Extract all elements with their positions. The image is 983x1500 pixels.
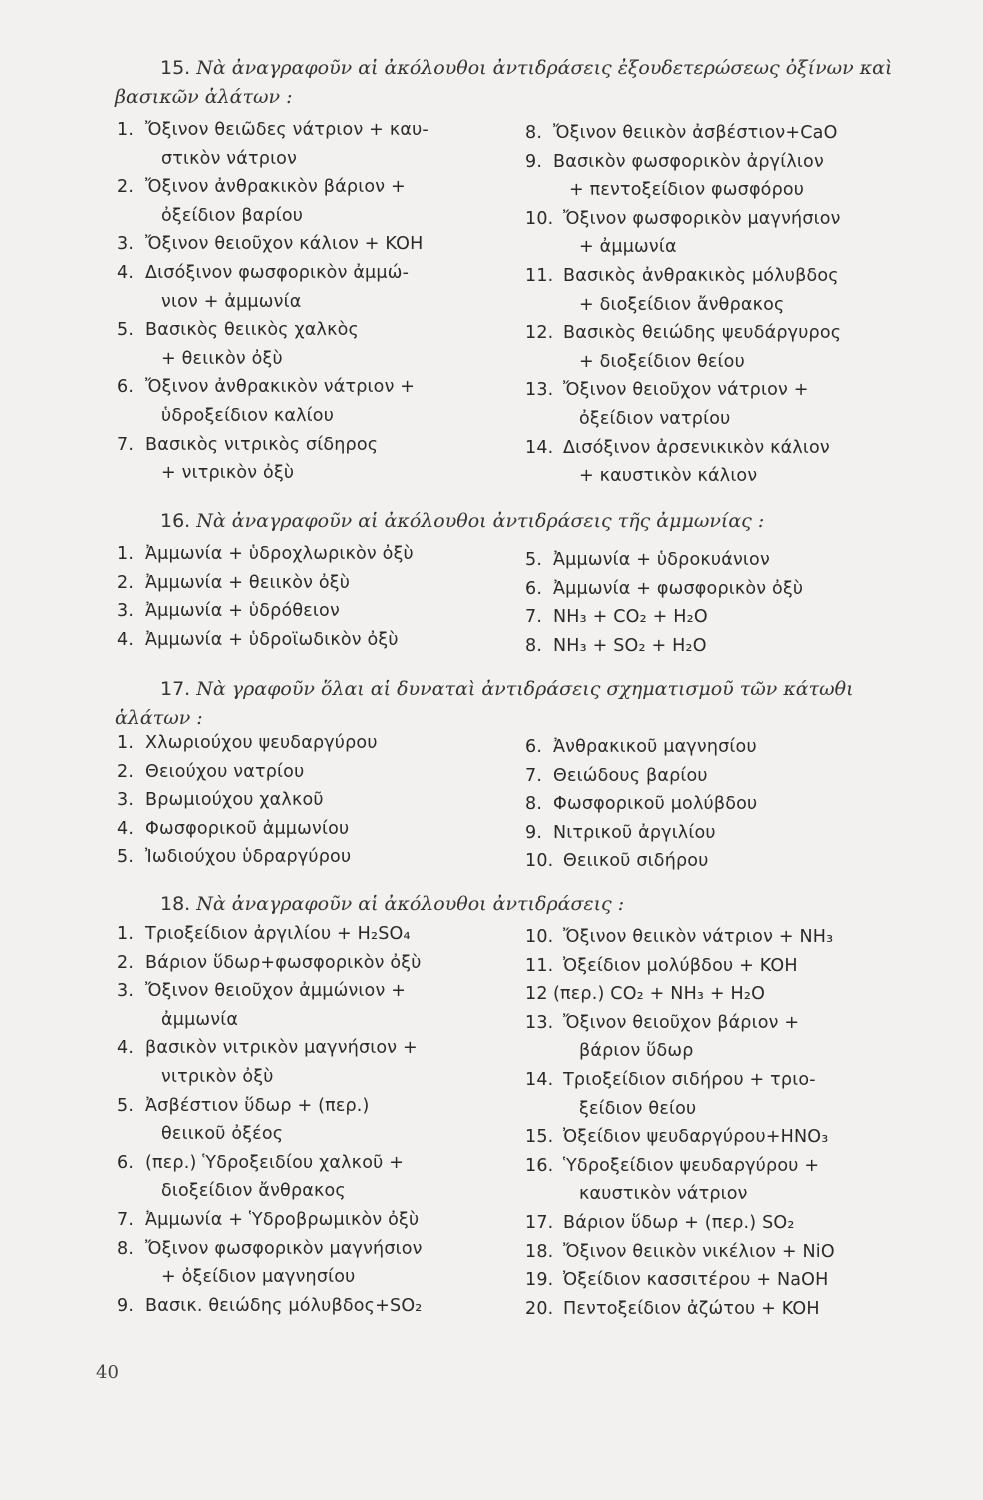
exercise-list-left [117, 729, 492, 872]
exercise-item [525, 546, 915, 575]
exercise-item [525, 733, 915, 762]
exercise-text-line: + πεντοξείδιον φωσφόρου [569, 180, 805, 201]
exercise-item [117, 230, 492, 259]
exercise-item [525, 1123, 915, 1152]
exercise-number: 4. [117, 629, 135, 650]
exercise-item [117, 815, 492, 844]
exercise-text-line: Θειούχου νατρίου [145, 761, 305, 782]
exercise-list-left [117, 116, 492, 488]
exercise-text-line: Ὄξινον θειῶδες νάτριον + καυ- [145, 120, 429, 140]
exercise-number: 1. [117, 544, 135, 564]
exercise-item [525, 762, 915, 791]
exercise-number: 3. [117, 234, 135, 255]
exercise-list-right [525, 546, 915, 660]
exercise-text-line: Ὄξινον ἀνθρακικὸν βάριον + [145, 177, 406, 198]
exercise-number: 9. [525, 151, 543, 172]
section-heading [115, 54, 905, 112]
exercise-text-line: + ἀμμωνία [579, 237, 677, 258]
exercise-text-line: Ὄξινον θειοῦχον ἀμμώνιον + [145, 981, 407, 1002]
exercise-text-line: ὀξείδιον νατρίου [579, 408, 731, 429]
exercise-number: 11. [525, 955, 554, 976]
exercise-item [525, 1066, 915, 1123]
exercise-number: 12 [525, 984, 548, 1005]
exercise-text-line: Ἀνθρακικοῦ μαγνησίου [553, 737, 757, 757]
exercise-number: 2. [117, 177, 135, 198]
exercise-item [525, 262, 915, 319]
exercise-item [117, 431, 492, 488]
exercise-number: 8. [117, 1238, 135, 1259]
exercise-number: 3. [117, 601, 135, 622]
exercise-text-line: Ὄξινον θειικὸν νάτριον + NH₃ [563, 927, 834, 947]
exercise-item [117, 569, 492, 598]
exercise-item [525, 1295, 915, 1324]
exercise-text-line: Βρωμιούχου χαλκοῦ [145, 790, 324, 811]
exercise-text-line: Δισόξινον ἀρσενικικὸν κάλιον [563, 437, 830, 458]
exercise-text-line: Τριοξείδιον σιδήρου + τριο- [563, 1069, 816, 1090]
exercise-list-right [525, 923, 915, 1323]
exercise-text-line: + καυστικὸν κάλιον [579, 466, 758, 487]
exercise-text-line: Ἀσβέστιον ὕδωρ + (περ.) [145, 1095, 370, 1116]
exercise-item [117, 1149, 492, 1206]
exercise-number: 20. [525, 1298, 554, 1319]
exercise-item [525, 434, 915, 491]
exercise-text-line: Ὄξινον φωσφορικὸν μαγνήσιον [563, 208, 841, 229]
exercise-text-line: Βασικ. θειώδης μόλυβδος+SO₂ [145, 1295, 423, 1316]
exercise-number: 5. [117, 847, 135, 868]
section-heading [115, 507, 905, 536]
exercise-text-line: Βασικὸς θειώδης ψευδάργυρος [563, 323, 842, 344]
exercise-number: 15. [525, 1127, 554, 1148]
exercise-text-line: ξείδιον θείου [579, 1098, 697, 1119]
exercise-text-line: + διοξείδιον θείου [579, 351, 745, 372]
exercise-text-line: Βασικὸς νιτρικὸς σίδηρος [145, 434, 379, 455]
exercise-text-line: Ἀμμωνία + ὑδροϊωδικὸν ὀξὺ [145, 629, 399, 650]
exercise-text-line: Βασικὸς θειικὸς χαλκὸς [145, 320, 359, 341]
exercise-item [117, 1235, 492, 1292]
exercise-number: 5. [117, 320, 135, 341]
exercise-item [117, 920, 492, 949]
exercise-number: 11. [525, 265, 554, 286]
exercise-text-line: Νιτρικοῦ ἀργιλίου [553, 822, 716, 843]
exercise-item [117, 1092, 492, 1149]
exercise-text-line: Ἀμμωνία + θειικὸν ὀξὺ [145, 572, 351, 593]
exercise-item [525, 148, 915, 205]
exercise-text-line: Ἀμμωνία + ὑδρόθειον [145, 601, 340, 622]
section-title: Νὰ γραφοῦν ὅλαι αἱ δυναταὶ ἀντιδράσεις σχηματισμοῦ τῶν κάτωθι ἁλάτων : [115, 678, 854, 729]
exercise-text-line: Ὄξινον θειικὸν νικέλιον + NiO [563, 1241, 835, 1262]
exercise-item [117, 758, 492, 787]
exercise-item [525, 205, 915, 262]
exercise-item [525, 575, 915, 604]
exercise-text-line: Θειώδους βαρίου [553, 765, 708, 786]
exercise-number: 2. [117, 572, 135, 593]
exercise-item [117, 259, 492, 316]
exercise-number: 8. [525, 123, 543, 143]
section-number: 15. [160, 57, 191, 79]
section-heading [115, 675, 905, 733]
exercise-text-line: (περ.) CO₂ + NH₃ + H₂O [553, 984, 766, 1005]
exercise-item [525, 1152, 915, 1209]
exercise-text-line: Ὑδροξείδιον ψευδαργύρου + [563, 1155, 820, 1176]
exercise-number: 18. [525, 1241, 554, 1262]
exercise-item [525, 952, 915, 981]
exercise-number: 10. [525, 208, 554, 229]
exercise-text-line: Βάριον ὕδωρ + (περ.) SO₂ [563, 1212, 795, 1233]
exercise-item [525, 790, 915, 819]
exercise-text-line: ὀξείδιον βαρίου [161, 205, 304, 226]
exercise-text-line: Ἀμμωνία + ὑδροκυάνιον [553, 550, 770, 570]
section-number: 18. [160, 893, 191, 915]
exercise-item [117, 843, 492, 872]
exercise-text-line: Ἰωδιούχου ὑδραργύρου [145, 847, 352, 868]
exercise-text-line: καυστικὸν νάτριον [579, 1184, 748, 1205]
exercise-list-right [525, 733, 915, 876]
exercise-number: 4. [117, 1038, 135, 1059]
exercise-text-line: Χλωριούχου ψευδαργύρου [145, 733, 378, 753]
exercise-item [117, 786, 492, 815]
exercise-item [525, 603, 915, 632]
page-number: 40 [96, 1362, 119, 1383]
exercise-item [117, 626, 492, 655]
exercise-text-line: Φωσφορικοῦ μολύβδου [553, 794, 758, 815]
exercise-text-line: στικὸν νάτριον [161, 148, 298, 169]
exercise-number: 6. [525, 578, 543, 599]
exercise-text-line: Βάριον ὕδωρ+φωσφορικὸν ὀξὺ [145, 952, 422, 973]
exercise-number: 10. [525, 927, 554, 947]
exercise-text-line: + νιτρικὸν ὀξὺ [161, 463, 295, 484]
exercise-text-line: Ὀξείδιον ψευδαργύρου+HNO₃ [563, 1127, 829, 1148]
section-title: Νὰ ἀναγραφοῦν αἱ ἀκόλουθοι ἀντιδράσεις : [196, 893, 625, 915]
exercise-number: 10. [525, 851, 554, 872]
section-title: Νὰ ἀναγραφοῦν αἱ ἀκόλουθοι ἀντιδράσεις ἐξουδετερώσεως ὀξίνων καὶ βασικῶν ἁλάτων : [115, 57, 893, 108]
exercise-number: 14. [525, 437, 554, 458]
exercise-number: 5. [525, 550, 543, 570]
exercise-text-line: Φωσφορικοῦ ἀμμωνίου [145, 818, 350, 839]
exercise-item [117, 316, 492, 373]
exercise-item [117, 373, 492, 430]
exercise-text-line: Βασικὸν φωσφορικὸν ἀργίλιον [553, 151, 824, 172]
exercise-number: 7. [117, 1209, 135, 1230]
section-title: Νὰ ἀναγραφοῦν αἱ ἀκόλουθοι ἀντιδράσεις τῆς ἀμμωνίας : [196, 510, 765, 532]
exercise-number: 6. [117, 377, 135, 398]
exercise-text-line: ἀμμωνία [161, 1009, 239, 1030]
exercise-number: 1. [117, 120, 135, 140]
exercise-item [117, 540, 492, 569]
exercise-text-line: Ἀμμωνία + ὑδροχλωρικὸν ὀξὺ [145, 544, 414, 564]
exercise-number: 8. [525, 794, 543, 815]
exercise-text-line: θειικοῦ ὀξέος [161, 1124, 284, 1145]
exercise-number: 4. [117, 818, 135, 839]
exercise-number: 13. [525, 1012, 554, 1033]
exercise-number: 16. [525, 1155, 554, 1176]
exercise-item [525, 119, 915, 148]
exercise-item [525, 847, 915, 876]
exercise-text-line: διοξείδιον ἄνθρακος [161, 1181, 346, 1202]
exercise-number: 4. [117, 262, 135, 283]
exercise-text-line: + ὀξείδιον μαγνησίου [161, 1267, 356, 1288]
exercise-text-line: Πεντοξείδιον ἀζώτου + KOH [563, 1298, 820, 1319]
exercise-number: 19. [525, 1270, 554, 1291]
exercise-item [117, 949, 492, 978]
exercise-item [117, 597, 492, 626]
exercise-number: 6. [525, 737, 543, 757]
exercise-item [525, 1009, 915, 1066]
exercise-text-line: βασικὸν νιτρικὸν μαγνήσιον + [145, 1038, 418, 1059]
exercise-number: 8. [525, 635, 543, 656]
exercise-number: 7. [525, 607, 543, 628]
exercise-item [525, 376, 915, 433]
exercise-text-line: νιον + ἀμμωνία [161, 291, 302, 312]
exercise-text-line: Ὄξινον θειοῦχον κάλιον + KOH [145, 234, 424, 255]
exercise-text-line: Ὄξινον θειοῦχον νάτριον + [563, 380, 809, 401]
exercise-item [117, 116, 492, 173]
exercise-text-line: Ὀξείδιον κασσιτέρου + NaOH [563, 1270, 829, 1291]
exercise-number: 7. [117, 434, 135, 455]
exercise-number: 1. [117, 924, 135, 944]
exercise-text-line: Ὀξείδιον μολύβδου + KOH [563, 955, 798, 976]
section-heading [115, 890, 905, 919]
exercise-item [117, 173, 492, 230]
exercise-item [117, 1034, 492, 1091]
exercise-number: 3. [117, 981, 135, 1002]
exercise-text-line: Ὄξινον θειοῦχον βάριον + [563, 1012, 800, 1033]
exercise-text-line: Ἀμμωνία + Ὑδροβρωμικὸν ὀξὺ [145, 1209, 420, 1230]
exercise-text-line: + θειικὸν ὀξὺ [161, 348, 283, 369]
section-number: 17. [160, 678, 191, 700]
exercise-item [525, 319, 915, 376]
exercise-text-line: Βασικὸς ἀνθρακικὸς μόλυβδος [563, 265, 839, 286]
exercise-number: 9. [117, 1295, 135, 1316]
exercise-number: 13. [525, 380, 554, 401]
exercise-list-left [117, 540, 492, 654]
exercise-list-left [117, 920, 492, 1320]
exercise-text-line: Ὄξινον ἀνθρακικὸν νάτριον + [145, 377, 416, 398]
exercise-text-line: βάριον ὕδωρ [579, 1041, 694, 1062]
exercise-item [117, 1206, 492, 1235]
exercise-text-line: Θειικοῦ σιδήρου [563, 851, 709, 872]
exercise-text-line: NH₃ + SO₂ + H₂O [553, 635, 707, 656]
exercise-text-line: Δισόξινον φωσφορικὸν ἀμμώ- [145, 262, 410, 283]
exercise-text-line: Ὄξινον θειικὸν ἀσβέστιον+CaO [553, 123, 838, 143]
exercise-number: 9. [525, 822, 543, 843]
exercise-list-right [525, 119, 915, 491]
exercise-number: 17. [525, 1212, 554, 1233]
section-number: 16. [160, 510, 191, 532]
exercise-item [117, 729, 492, 758]
exercise-number: 2. [117, 952, 135, 973]
exercise-item [117, 1292, 492, 1321]
exercise-item [117, 977, 492, 1034]
exercise-text-line: Ὄξινον φωσφορικὸν μαγνήσιον [145, 1238, 423, 1259]
exercise-text-line: + διοξείδιον ἄνθρακος [579, 294, 785, 315]
exercise-text-line: Ἀμμωνία + φωσφορικὸν ὀξὺ [553, 578, 804, 599]
exercise-text-line: νιτρικὸν ὀξὺ [161, 1066, 274, 1087]
exercise-number: 12. [525, 323, 554, 344]
exercise-number: 1. [117, 733, 135, 753]
exercise-text-line: (περ.) Ὑδροξειδίου χαλκοῦ + [145, 1152, 405, 1173]
exercise-item [525, 632, 915, 661]
exercise-number: 2. [117, 761, 135, 782]
exercise-number: 6. [117, 1152, 135, 1173]
exercise-item [525, 980, 915, 1009]
exercise-item [525, 1209, 915, 1238]
exercise-text-line: ὑδροξείδιον καλίου [161, 405, 335, 426]
exercise-item [525, 819, 915, 848]
exercise-item [525, 1238, 915, 1267]
exercise-text-line: NH₃ + CO₂ + H₂O [553, 607, 708, 628]
exercise-number: 14. [525, 1069, 554, 1090]
exercise-number: 7. [525, 765, 543, 786]
exercise-text-line: Τριοξείδιον ἀργιλίου + H₂SO₄ [145, 924, 411, 944]
exercise-number: 5. [117, 1095, 135, 1116]
exercise-item [525, 923, 915, 952]
exercise-item [525, 1266, 915, 1295]
exercise-number: 3. [117, 790, 135, 811]
